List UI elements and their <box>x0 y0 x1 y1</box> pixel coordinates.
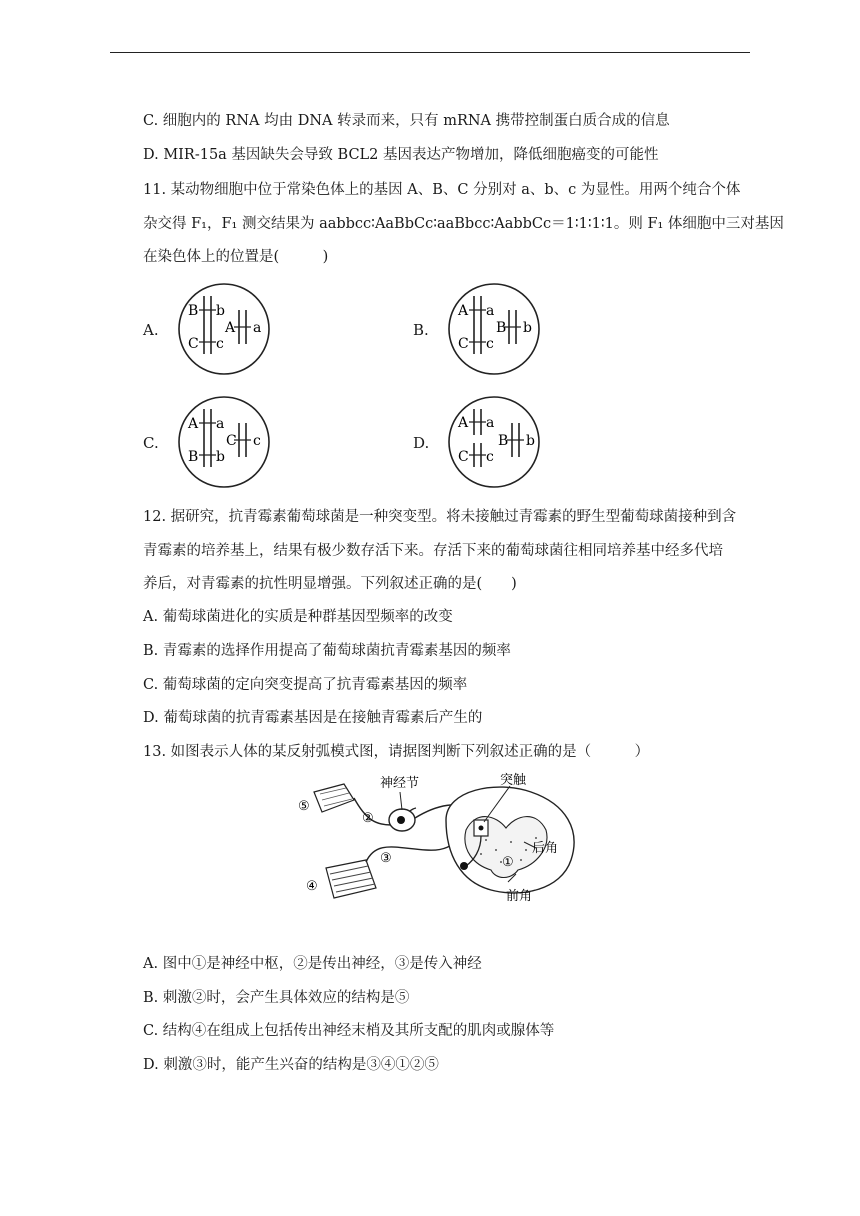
gene-label: C <box>188 336 199 352</box>
gene-label: b <box>216 449 225 465</box>
gene-label: A <box>225 320 236 336</box>
synapse-label: 突触 <box>500 773 527 788</box>
marker-2: ② <box>362 811 374 826</box>
marker-4: ④ <box>306 879 318 894</box>
gene-label: b <box>526 433 535 449</box>
q13-option-b: B. 刺激②时，会产生具体效应的结构是⑤ <box>143 990 410 1006</box>
gene-label: B <box>496 320 507 336</box>
q12-stem-line2: 青霉素的培养基上，结果有极少数存活下来。存活下来的葡萄球菌往相同培养基中经多代培 <box>143 543 723 559</box>
gene-label: A <box>458 303 469 319</box>
gene-label: a <box>486 415 495 431</box>
gene-label: c <box>253 433 261 449</box>
q12-stem-line1: 12. 据研究，抗青霉素葡萄球菌是一种突变型。将未接触过青霉素的野生型葡萄球菌接种到含 <box>143 509 737 525</box>
gene-label: b <box>523 320 532 336</box>
marker-3: ③ <box>380 851 392 866</box>
ventral-horn-label: 前角 <box>506 889 533 904</box>
header-rule <box>110 52 750 53</box>
q11-stem-line3: 在染色体上的位置是( ) <box>143 249 329 265</box>
q12-option-d: D. 葡萄球菌的抗青霉素基因是在接触青霉素后产生的 <box>143 710 483 726</box>
gene-label: C <box>458 449 469 465</box>
q11-cell-diagram-d <box>446 395 542 489</box>
q11-stem-line2: 杂交得 F₁，F₁ 测交结果为 aabbcc∶AaBbCc∶aaBbcc∶AabbCc＝1∶1∶1∶1。则 F₁ 体细胞中三对基因 <box>143 216 784 232</box>
q10-option-d: D. MIR-15a 基因缺失会导致 BCL2 基因表达产物增加，降低细胞癌变的可能性 <box>143 147 659 163</box>
q10-option-c: C. 细胞内的 RNA 均由 DNA 转录而来，只有 mRNA 携带控制蛋白质合成的信息 <box>143 113 670 129</box>
q11-option-a-label: A. <box>143 321 159 339</box>
q11-cell-diagram-b <box>446 282 542 376</box>
q13-option-a: A. 图中①是神经中枢，②是传出神经，③是传入神经 <box>143 956 482 972</box>
gene-label: B <box>188 303 199 319</box>
q13-stem: 13. 如图表示人体的某反射弧模式图，请据图判断下列叙述正确的是（ ） <box>143 744 650 760</box>
gene-label: C <box>226 433 237 449</box>
marker-5: ⑤ <box>298 799 310 814</box>
gene-label: B <box>188 449 199 465</box>
marker-1: ① <box>502 855 514 870</box>
q13-option-c: C. 结构④在组成上包括传出神经末梢及其所支配的肌肉或腺体等 <box>143 1023 555 1039</box>
ganglion-label: 神经节 <box>380 776 420 791</box>
gene-label: a <box>486 303 495 319</box>
gene-label: C <box>458 336 469 352</box>
gene-label: c <box>486 336 494 352</box>
gene-label: c <box>486 449 494 465</box>
q11-cell-diagram-a <box>176 282 272 376</box>
q12-stem-line3: 养后，对青霉素的抗性明显增强。下列叙述正确的是( ) <box>143 576 517 592</box>
gene-label: a <box>253 320 262 336</box>
q11-stem-line1: 11. 某动物细胞中位于常染色体上的基因 A、B、C 分别对 a、b、c 为显性。用两个纯合个体 <box>143 182 741 198</box>
gene-label: A <box>188 416 199 432</box>
q11-option-b-label: B. <box>413 321 429 339</box>
gene-label: b <box>216 303 225 319</box>
q12-option-c: C. 葡萄球菌的定向突变提高了抗青霉素基因的频率 <box>143 677 468 693</box>
effector-muscle <box>326 860 376 898</box>
gene-label: a <box>216 416 225 432</box>
q11-option-d-label: D. <box>413 434 430 452</box>
q13-option-d: D. 刺激③时，能产生兴奋的结构是③④①②⑤ <box>143 1057 439 1073</box>
gene-label: B <box>498 433 509 449</box>
reflex-arc-diagram <box>296 770 586 910</box>
gene-label: c <box>216 336 224 352</box>
receptor-skin <box>314 784 354 812</box>
q11-cell-diagram-c <box>176 395 272 489</box>
q12-option-a: A. 葡萄球菌进化的实质是种群基因型频率的改变 <box>143 609 453 625</box>
dorsal-horn-label: 后角 <box>532 841 559 856</box>
q12-option-b: B. 青霉素的选择作用提高了葡萄球菌抗青霉素基因的频率 <box>143 643 511 659</box>
q11-option-c-label: C. <box>143 434 159 452</box>
gene-label: A <box>458 415 469 431</box>
